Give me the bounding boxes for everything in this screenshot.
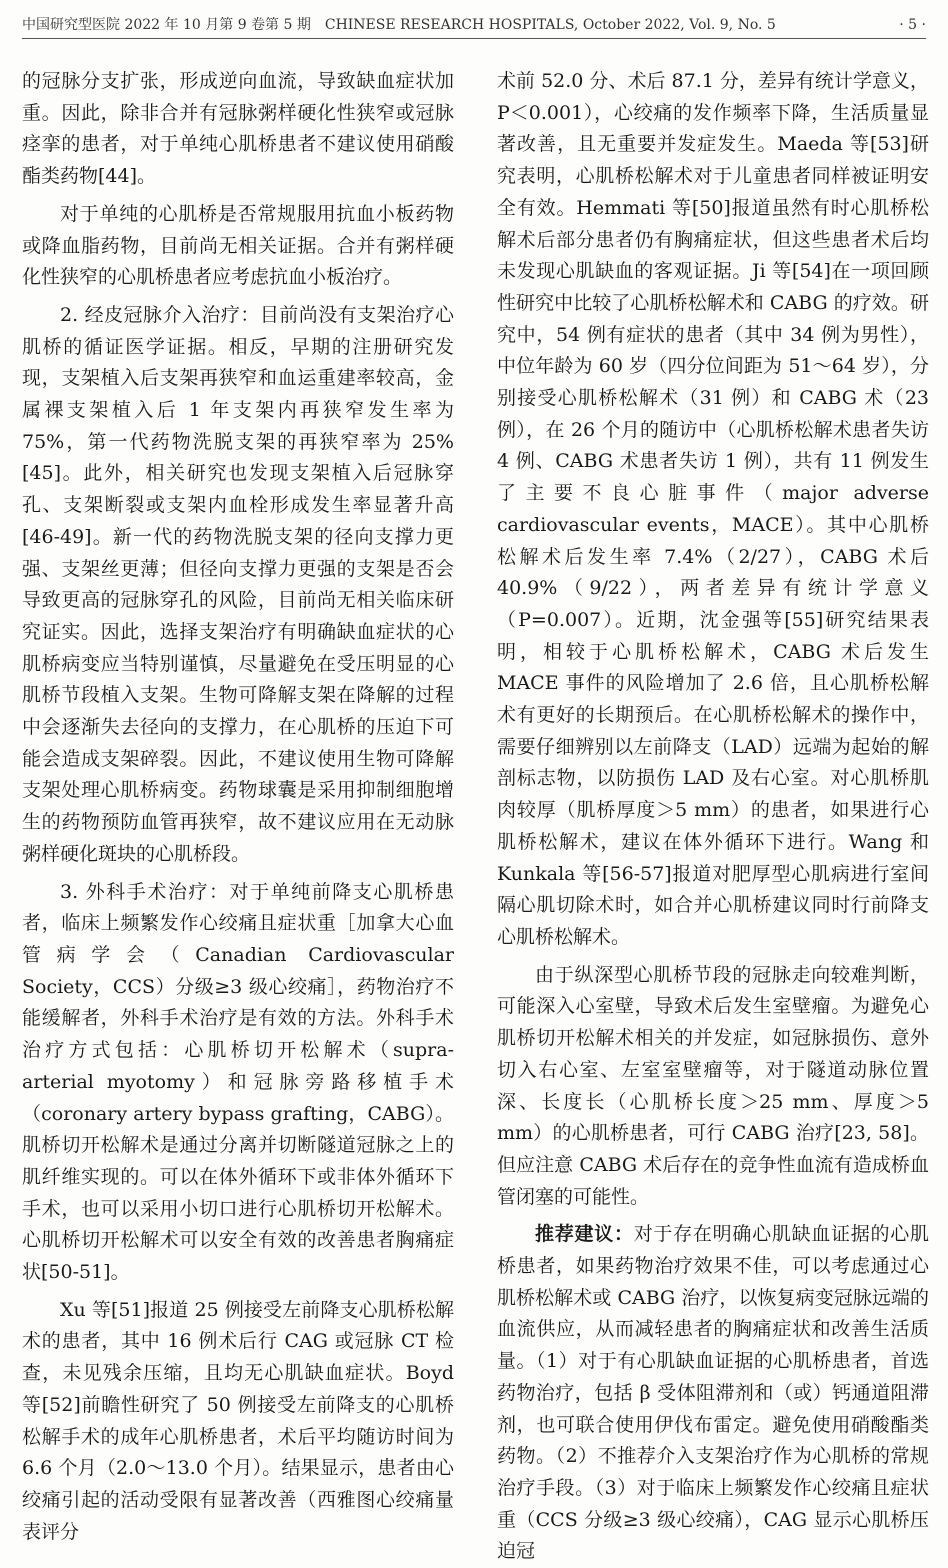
paragraph-nitrates: 的冠脉分支扩张，形成逆向血流，导致缺血症状加重。因此，除非合并有冠脉粥样硬化性狭窄或冠脉痉挛的患者，对于单纯心肌桥患者不建议使用硝酸酯类药物[44]。: [22, 70, 454, 188]
paragraph-outcomes: 术前 52.0 分、术后 87.1 分，差异有统计学意义，P＜0.001），心绞痛的发作频率下降，生活质量显著改善，且无重要并发症发生。Maeda 等[53]研究表明，心肌桥松解术对于儿童患者同样被证明安全有效。Hemmati 等[50]报道虽然有时心肌桥松解术后部分患者仍有胸痛症状，但这些患者术后均未发现心肌缺血的客观证据。Ji 等[54]在一项回顾性研究中比较了心肌桥松解术和 CABG 的疗效。研究中，54 例有症状的患者（其中 34 例为男性），中位年龄为 60 岁（四分位间距为 51～64 岁），分别接受心肌桥松解术（31 例）和 CABG 术（23 例），在 26 个月的随访中（心肌桥松解术患者失访 4 例、CABG 术患者失访 1 例），共有 11 例发生了主要不良心脏事件（major adverse cardiovascular events，MACE）。其中心肌桥松解术后发生率 7.4%（2/27），CABG 术后 40.9%（9/22），两者差异有统计学意义（P=0.007）。近期，沈金强等[55]研究结果表明，相较于心肌桥松解术，CABG 术后发生 MACE 事件的风险增加了 2.6 倍，且心肌桥松解术有更好的长期预后。在心肌桥松解术的操作中，需要仔细辨别以左前降支（LAD）远端为起始的解剖标志物，以防损伤 LAD 及右心室。对心肌桥肌肉较厚（肌桥厚度＞5 mm）的患者，如果进行心肌桥松解术，建议在体外循环下进行。Wang 和 Kunkala 等[56-57]报道对肥厚型心肌病进行室间隔心肌切除术时，如合并心肌桥建议同时行前降支心肌桥松解术。: [497, 70, 929, 948]
recommendation-label: 推荐建议：: [535, 1223, 634, 1246]
paragraph-surgery: 3. 外科手术治疗：对于单纯前降支心肌桥患者，临床上频繁发作心绞痛且症状重［加拿大心血管病学会（Canadian Cardiovascular Society，CCS）分级≥3 级心绞痛］，药物治疗不能缓解者，外科手术治疗是有效的方法。外科手术治疗方式包括：心肌桥切开松解术（supra-arterial myotomy）和冠脉旁路移植手术（coronary artery bypass grafting，CABG）。肌桥切开松解术是通过分离并切断隧道冠脉之上的肌纤维实现的。可以在体外循环下或非体外循环下手术，也可以采用小切口进行心肌桥切开松解术。心肌桥切开松解术可以安全有效的改善患者胸痛症状[50-51]。: [22, 880, 454, 1284]
left-column: [22, 66, 454, 1543]
paragraph-xu-boyd: Xu 等[51]报道 25 例接受左前降支心肌桥松解术的患者，其中 16 例术后行 CAG 或冠脉 CT 检查，未见残余压缩，且均无心肌缺血症状。Boyd 等[52]前瞻性研究了 50 例接受左前降支的心肌桥松解手术的成年心肌桥患者，术后平均随访时间为 6.6 个月（2.0～13.0 个月）。结果显示，患者由心绞痛引起的活动受限有显著改善（西雅图心绞痛量表评分: [22, 1298, 454, 1543]
paragraph-pci: 2. 经皮冠脉介入治疗：目前尚没有支架治疗心肌桥的循证医学证据。相反，早期的注册研究发现，支架植入后支架再狭窄和血运重建率较高，金属裸支架植入后 1 年支架内再狭窄发生率为 75%，第一代药物洗脱支架的再狭窄率为 25%[45]。此外，相关研究也发现支架植入后冠脉穿孔、支架断裂或支架内血栓形成发生率显著升高[46-49]。新一代的药物洗脱支架的径向支撑力更强、支架丝更薄；但径向支撑力更强的支架是否会导致更高的冠脉穿孔的风险，目前尚无相关临床研究证实。因此，选择支架治疗有明确缺血症状的心肌桥病变应当特别谨慎，尽量避免在受压明显的心肌桥节段植入支架。生物可降解支架在降解的过程中会逐渐失去径向的支撑力，在心肌桥的压迫下可能会造成支架碎裂。因此，不建议使用生物可降解支架处理心肌桥病变。药物球囊是采用抑制细胞增生的药物预防血管再狭窄，故不建议应用在无动脉粥样硬化斑块的心肌桥段。: [22, 303, 454, 865]
recommendation-text: 对于存在明确心肌缺血证据的心肌桥患者，如果药物治疗效果不佳，可以考虑通过心肌桥松解术或 CABG 治疗，以恢复病变冠脉远端的血流供应，从而减轻患者的胸痛症状和改善生活质量。（1）对于有心肌缺血证据的心肌桥患者，首选药物治疗，包括 β 受体阻滞剂和（或）钙通道阻滞剂，也可联合使用伊伐布雷定。避免使用硝酸酯类药物。（2）不推荐介入支架治疗作为心肌桥的常规治疗手段。（3）对于临床上频繁发作心绞痛且症状重（CCS 分级≥3 级心绞痛），CAG 显示心肌桥压迫冠: [497, 1223, 929, 1563]
right-column: [497, 66, 929, 1563]
running-head: [22, 14, 926, 39]
paragraph-cabg-indication: 由于纵深型心肌桥节段的冠脉走向较难判断，可能深入心室壁，导致术后发生室壁瘤。为避免心肌桥切开松解术相关的并发症，如冠脉损伤、意外切入右心室、左室室壁瘤等，对于隧道动脉位置深、长度长（心肌桥长度＞25 mm、厚度＞5 mm）的心肌桥患者，可行 CABG 治疗[23, 58]。但应注意 CABG 术后存在的竞争性血流有造成桥血管闭塞的可能性。: [497, 963, 929, 1208]
paragraph-antiplatelet: 对于单纯的心肌桥是否常规服用抗血小板药物或降血脂药物，目前尚无相关证据。合并有粥样硬化性狭窄的心肌桥患者应考虑抗血小板治疗。: [22, 202, 454, 289]
journal-citation: 中国研究型医院 2022 年 10 月第 9 卷第 5 期 CHINESE RESEARCH HOSPITALS, October 2022, Vol. 9, No. 5: [22, 17, 776, 33]
page-number: · 5 ·: [899, 17, 926, 33]
paragraph-recommendation: [497, 1219, 929, 1568]
